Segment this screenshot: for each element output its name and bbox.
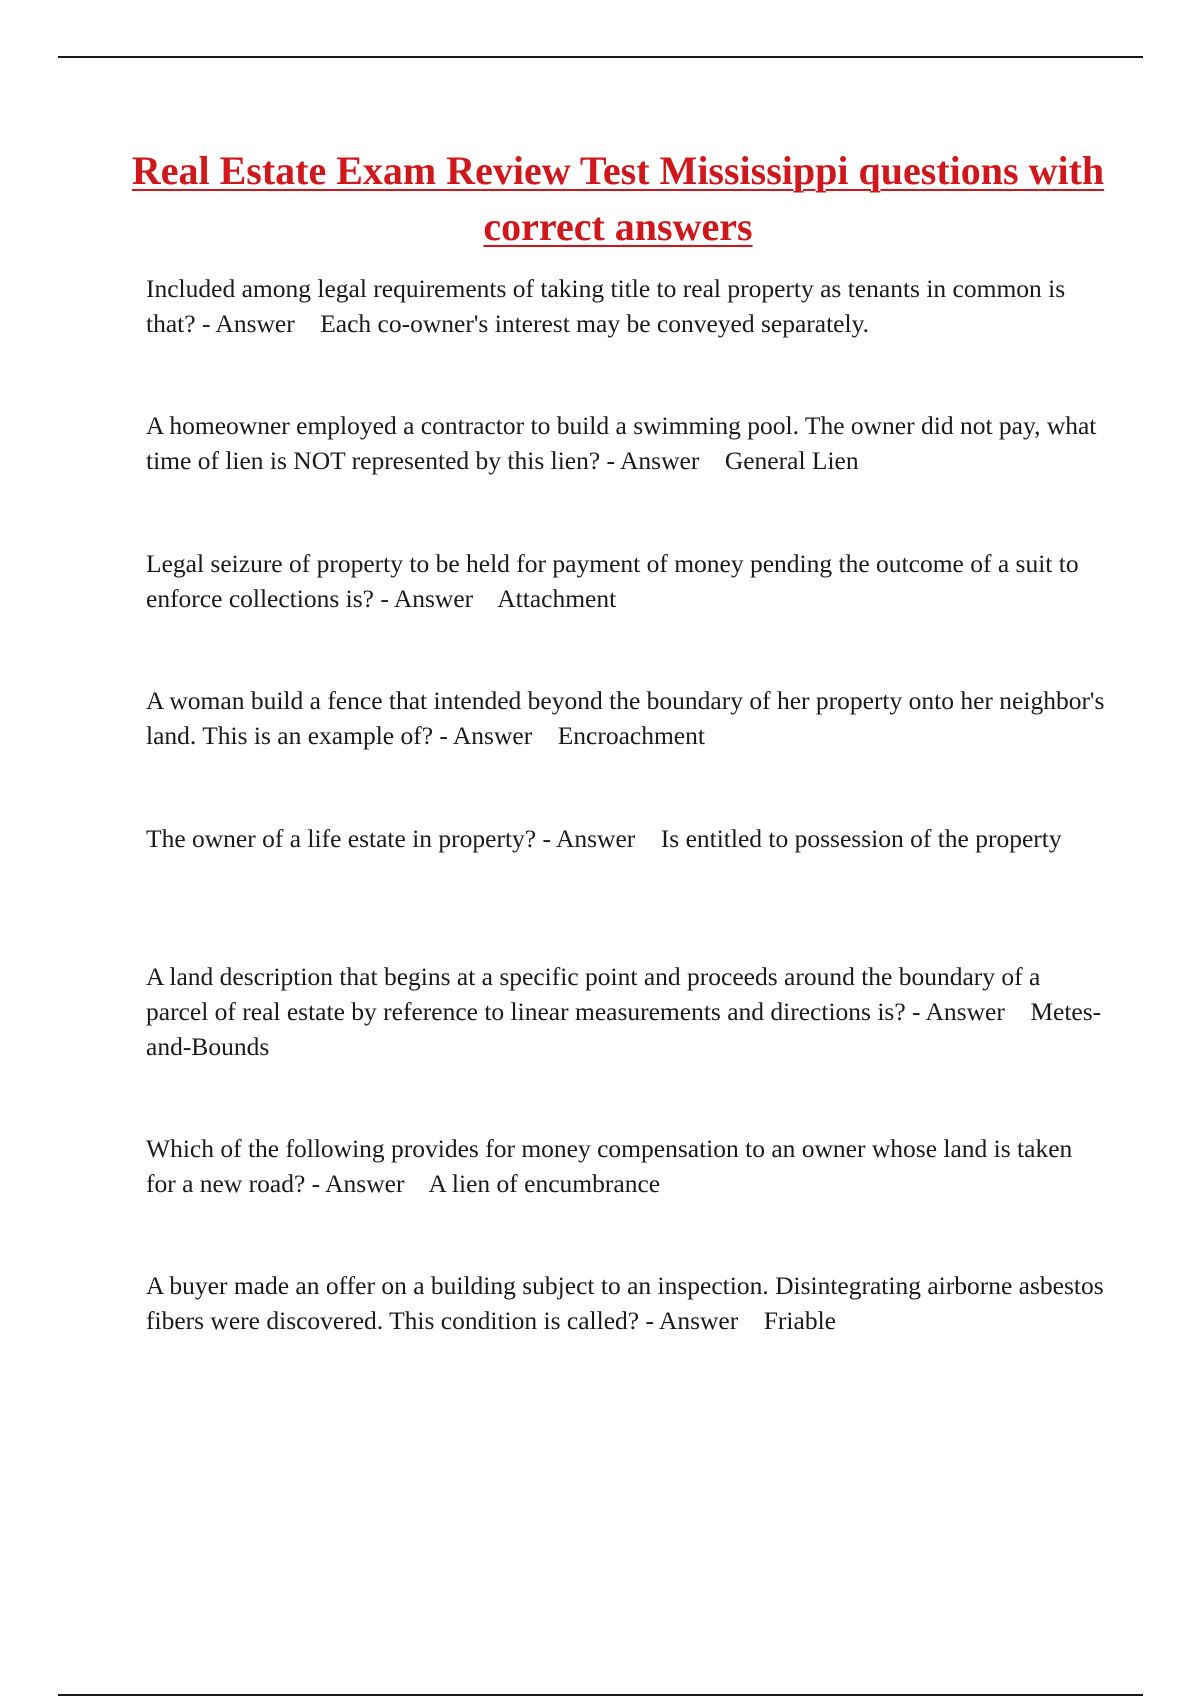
qa-item-5: [146, 821, 1106, 856]
answer-text: Friable: [763, 1306, 836, 1335]
qa-item-8: [146, 1268, 1111, 1338]
question-text: A land description that begins at a specific point and proceeds around the boundary of a parcel of real estate by reference to linear measurements and directions is?: [146, 962, 1047, 1026]
question-text: A woman build a fence that intended beyond the boundary of her property onto her neighbor's land. This is an example of?: [146, 686, 1111, 750]
qa-item-6: [146, 959, 1106, 1064]
answer-text: General Lien: [724, 446, 859, 475]
qa-item-4: [146, 683, 1111, 753]
answer-text: Attachment: [497, 584, 617, 613]
answer-text: Metes-and-Bounds: [146, 997, 1102, 1061]
qa-item-7: [146, 1131, 1106, 1201]
answer-text: Is entitled to possession of the property: [660, 824, 1062, 853]
answer-separator: - Answer: [195, 309, 321, 338]
answer-separator: - Answer: [373, 584, 498, 613]
qa-item-1: [146, 271, 1106, 341]
document-title: Real Estate Exam Review Test Mississippi questions with correct answers: [131, 148, 1105, 249]
qa-item-2: [146, 408, 1106, 478]
answer-separator: - Answer: [600, 446, 725, 475]
qa-item-3: [146, 546, 1106, 616]
question-text: A homeowner employed a contractor to build a swimming pool. The owner did not pay, what time of lien is NOT represented by this lien?: [146, 411, 1103, 475]
answer-separator: - Answer: [639, 1306, 764, 1335]
question-text: Included among legal requirements of taking title to real property as tenants in common is that?: [146, 274, 1072, 338]
answer-text: A lien of encumbrance: [428, 1169, 661, 1198]
answer-text: Encroachment: [557, 721, 705, 750]
answer-separator: - Answer: [433, 721, 558, 750]
question-text: Legal seizure of property to be held for payment of money pending the outcome of a suit to enforce collections is?: [146, 549, 1085, 613]
question-text: A buyer made an offer on a building subject to an inspection. Disintegrating airborne asbestos fibers were discovered. This condition is called?: [146, 1271, 1111, 1335]
question-text: Which of the following provides for money compensation to an owner whose land is taken for a new road?: [146, 1134, 1079, 1198]
bottom-rule: [58, 1694, 1143, 1696]
answer-separator: - Answer: [536, 824, 661, 853]
answer-text: Each co-owner's interest may be conveyed separately.: [320, 309, 870, 338]
question-text: The owner of a life estate in property?: [146, 824, 537, 853]
answer-separator: - Answer: [305, 1169, 429, 1198]
top-rule: [58, 56, 1143, 58]
answer-separator: - Answer: [905, 997, 1031, 1026]
